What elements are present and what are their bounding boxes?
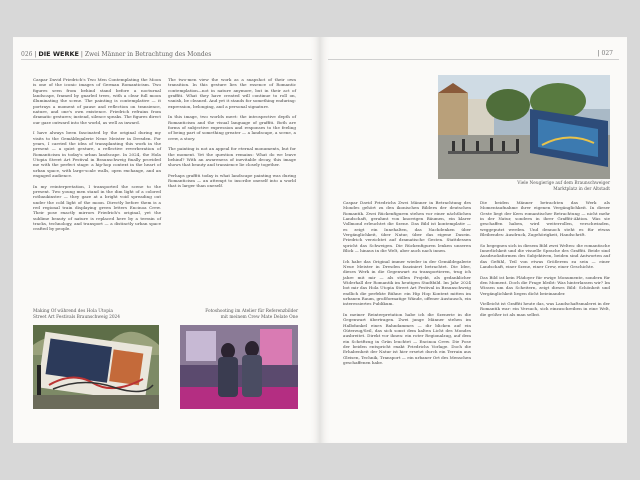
right-page-header <box>598 50 613 57</box>
left-page-number: 026 <box>21 51 33 58</box>
paragraph: Perhaps graffiti today is what landscape painting was during Romanticism — an attempt to inscribe oneself into a world that is larger than oneself. <box>168 172 296 189</box>
header-separator: | <box>80 51 83 58</box>
paragraph: The painting is not an appeal for eternal monuments, but for the moment. Yet the question remains: What do we leave behind? With an awareness of inevitable decay, this image shows that beauty and transience lie closely together. <box>168 146 296 168</box>
right-page-number: 027 <box>601 50 613 57</box>
left-column-1 <box>33 77 161 237</box>
left-page-header <box>21 50 211 58</box>
caption-line: Making Of während des Hola Utopia <box>33 309 113 314</box>
section-title: DIE WERKE <box>38 50 79 58</box>
paragraph: Die beiden Männer betrachten das Werk als Momentaufnahme ihrer eigenen Vergänglichkeit. In dieser Geste liegt der Kern romantischer Betrachtung — nicht mehr in der Natur, sondern in ihrer Graffiti-Aktion. Was sie geschaffen haben, wird weiterrollen, verschwinden, weggeputzt werden. Und dennoch steht es für etwas Bleibendes: Ausdruck, Zugehörigkeit, Handschrift. <box>480 200 610 238</box>
paragraph: Das Bild ist kein Plädoyer für ewige Monumente, sondern für den Moment. Doch die Frage bleibt: Was hinterlassen wir? Im Wissen um das Scheitern, zeigt dieses Bild: Schönheit und Vergänglichkeit liegen dicht beieinander. <box>480 274 610 296</box>
section-subtitle: Zwei Männer in Betrachtung des Mondes <box>84 51 212 58</box>
caption-line: Marktplatz in der Altstadt <box>553 186 610 192</box>
paragraph: Caspar David Friedrich's Two Men Contemplating the Moon is one of the iconic images of German Romanticism. Two figures seen from behind stand before a nocturnal landscape, framed by gnarled trees, with a clear full moon illuminating the scene. The painting is contemplative — it portrays a moment of pause and reflection on transience, nature, and one's own existence. Friedrich refrains from dramatic gestures; instead, silence speaks. The figures direct our gaze outward into the world, as well as inward. <box>33 77 161 125</box>
paragraph: Vielleicht ist Graffiti heute das, was Landschaftsmalerei in der Romantik war: ein Versuch, sich einzuschreiben in eine Welt, die größer ist als man selbst. <box>480 301 610 317</box>
studio-photoshoot-photo <box>180 325 298 409</box>
caption-photoshoot <box>168 309 298 321</box>
paragraph: In my reinterpretation, I transported the scene to the present. Two young men stand in the dim light of a colored rotbaukinster — they gaze at a bright void spreading out under the cold light of the moon. Directly before them is a red regional train displaying green letters Encinoa Crew. Their pose exactly mirrors Friedrich's original, yet the sublime beauty of nature is replaced here by a terrain of tracks, technology, and transport — a distinctly urban space crafted by people. <box>33 183 161 232</box>
caption-line: mit meinem Crew Mate Delate One <box>220 314 298 320</box>
right-page <box>320 37 627 443</box>
right-column-1 <box>343 200 471 371</box>
paragraph: Caspar David Friedrichs Zwei Männer in Betrachtung des Mondes gehört zu den ikonischen Bildern der deutschen Romantik. Zwei Rückenfiguren stehen vor einer nächtlichen Landschaft, gerahmt von knorrigen Bäumen, ein klarer Vollmond erleuchtet die Szene. Das Bild ist kontemplativ — es zeigt ein Innehalten, das Nachdenken über Vergänglichkeit, über Natur, über das eigene Dasein. Friedrich verzichtet auf dramatische Gesten. Stattdessen spricht das Schweigen. Die Rückenfiguren lenken unseren Blick — hinaus in die Welt, aber auch nach innen. <box>343 200 471 254</box>
header-separator: | <box>597 50 600 57</box>
market-square-photo <box>438 75 610 179</box>
header-rule <box>21 59 312 60</box>
paragraph: In this image, two worlds meet: the introspective depth of Romanticism and the visual language of graffiti. Both are forms of subjective expression and responses to the feeling of being part of something greater — a landscape, a scene, a crew, a story. <box>168 114 296 141</box>
paragraph: Ich habe das Original immer wieder in der Gemäldegalerie Neue Meister in Dresden fasziniert betrachtet. Die Idee, dieses Werk in die Gegenwart zu transportieren, trug ich jahre mit mir — als stillen Projekt, als gedanklicher Widerhall der Romantik im heutigen Stadtbild. Im Jahr 2024 bot mir das Hola Utopia Street Art Festival in Braunschweig endlich die perfekte Bühne: ein Hip Hop Kontext mitten im urbanen Raum, großformatige Wände, offener Austausch, ein interessiertes Publikum. <box>343 258 471 307</box>
left-page <box>13 37 320 443</box>
right-column-2 <box>480 200 610 322</box>
header-rule <box>328 59 619 60</box>
graffiti-mural-photo <box>33 325 159 409</box>
paragraph: In meiner Reinterpretation habe ich die Szenerie in die Gegenwart übertragen. Zwei junge Männer stehen im Halbdunkel eines Bahndammes — dir blicken auf ein Güterzug/Seil, das sich sonst dem kalten Licht des Mondes ausbreitet. Direkt vor ihnen: ein roter Regionalzug, auf dem ein Schriftzug in Grün leuchtet — Encinoa Crew. Die Pose der beiden entspricht exakt Friedrichs Vorlage. Doch die Erhabenheit der Natur ist hier ersetzt durch ein Terrain aus Gleisen, Technik, Transport — ein urbaner Ort des Menschen geschaffenen habe. <box>343 311 471 365</box>
caption-making-of <box>33 309 163 321</box>
paragraph: The two-men view the work as a snapshot of their own transition. In this gesture lies the essence of Romantic contemplation—not in nature anymore, but in their act of graffiti. What they have created will continue to roll on, vanish, be cleaned. And yet it stands for something enduring: expression, belonging, and a personal signature. <box>168 77 296 109</box>
caption-line: Viele Neugierige auf dem Braunschweiger <box>517 181 610 186</box>
caption-market-square <box>438 181 610 193</box>
header-separator: | <box>34 51 37 58</box>
caption-line: Street Art Festivals Braunschweig 2024 <box>33 314 121 320</box>
caption-line: Fotoshooting im Atelier für Referenzbilder <box>205 309 298 314</box>
paragraph: So begegnen sich in diesem Bild zwei Welten: die romantische Innerlichkeit und die visuelle Sprache des Graffiti. Beide sind Ausdrucksformen des Subjektiven, beiden sind Antworten auf das Gefühl, Teil von etwas Größerem zu sein — einer Landschaft, einer Szene, einer Crew, einer Geschichte. <box>480 242 610 269</box>
left-column-2 <box>168 77 296 194</box>
paragraph: I have always been fascinated by the original during my visits to the Gemäldegalerie Neue Meister in Dresden. For years, I carried the idea of transplanting this work in the present — a quiet gesture, a reflective reverberation of Romanticism in today's urban landscape. In 2024, the Hola Utopia Street Art Festival in Braunschweig finally provided me with the perfect stage: a hip-hop context in the heart of urban space, with large-scale walls, open exchange, and an engaged audience. <box>33 130 161 179</box>
